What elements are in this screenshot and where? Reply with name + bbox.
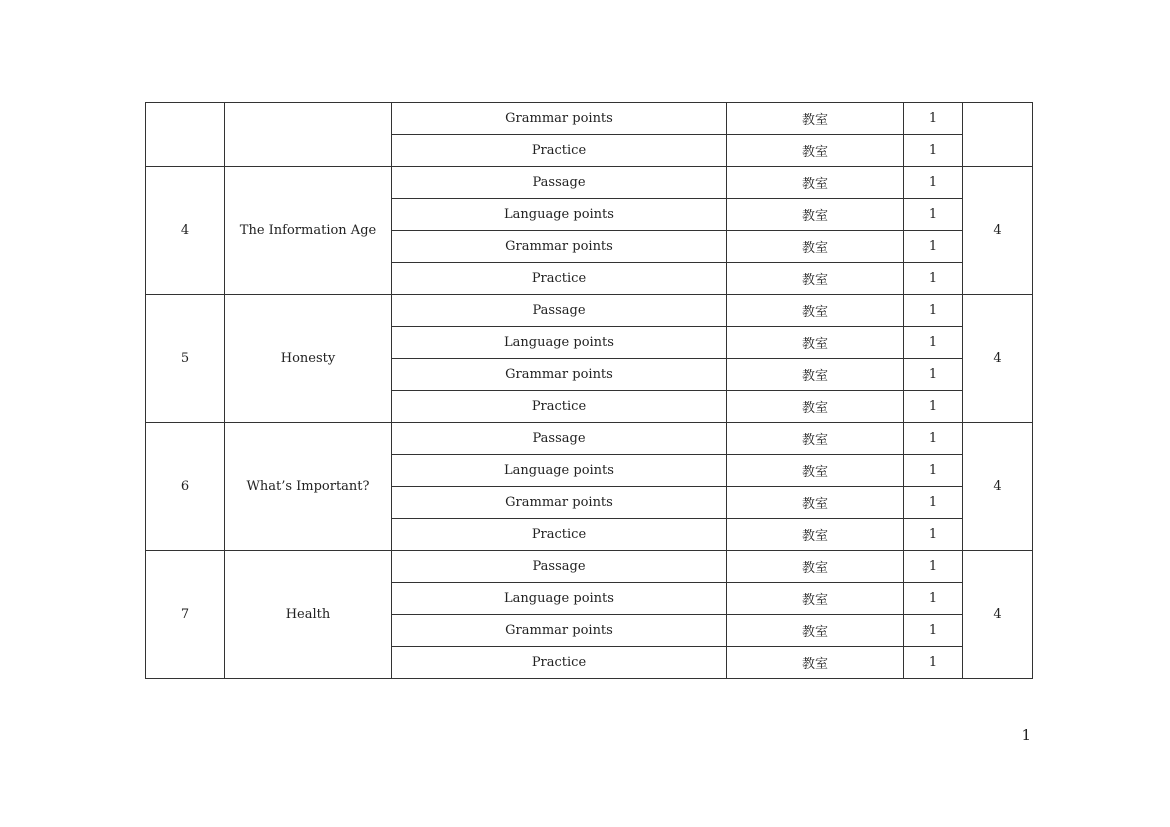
lesson-room: 教室 (727, 359, 904, 391)
lesson-room: 教室 (727, 487, 904, 519)
lesson-topic: Passage (392, 295, 727, 327)
table-row (146, 423, 1033, 455)
lesson-topic: Practice (392, 135, 727, 167)
lesson-topic: Language points (392, 199, 727, 231)
lesson-topic: Practice (392, 391, 727, 423)
unit-total-hours: 4 (963, 167, 1033, 295)
lesson-topic: Language points (392, 327, 727, 359)
table-row (146, 103, 1033, 135)
unit-title: The Information Age (225, 167, 392, 295)
lesson-room: 教室 (727, 135, 904, 167)
lesson-room: 教室 (727, 519, 904, 551)
lesson-room: 教室 (727, 423, 904, 455)
table-row (146, 551, 1033, 583)
lesson-hours: 1 (904, 135, 963, 167)
lesson-topic: Grammar points (392, 615, 727, 647)
unit-title: What’s Important? (225, 423, 392, 551)
lesson-hours: 1 (904, 551, 963, 583)
lesson-hours: 1 (904, 199, 963, 231)
lesson-room: 教室 (727, 167, 904, 199)
lesson-room: 教室 (727, 583, 904, 615)
lesson-room: 教室 (727, 327, 904, 359)
unit-number: 5 (146, 295, 225, 423)
lesson-hours: 1 (904, 263, 963, 295)
lesson-topic: Language points (392, 455, 727, 487)
lesson-topic: Grammar points (392, 359, 727, 391)
lesson-hours: 1 (904, 327, 963, 359)
unit-title: Honesty (225, 295, 392, 423)
unit-title-cell (225, 103, 392, 167)
lesson-hours: 1 (904, 455, 963, 487)
lesson-room: 教室 (727, 295, 904, 327)
lesson-topic: Practice (392, 519, 727, 551)
lesson-topic: Passage (392, 167, 727, 199)
lesson-room: 教室 (727, 455, 904, 487)
lesson-room: 教室 (727, 615, 904, 647)
lesson-hours: 1 (904, 423, 963, 455)
unit-title: Health (225, 551, 392, 679)
lesson-room: 教室 (727, 391, 904, 423)
lesson-room: 教室 (727, 551, 904, 583)
schedule-table (145, 102, 1033, 679)
lesson-topic: Passage (392, 551, 727, 583)
lesson-topic: Grammar points (392, 103, 727, 135)
schedule-body (146, 103, 1033, 679)
lesson-hours: 1 (904, 231, 963, 263)
lesson-room: 教室 (727, 103, 904, 135)
lesson-hours: 1 (904, 295, 963, 327)
lesson-hours: 1 (904, 647, 963, 679)
lesson-topic: Passage (392, 423, 727, 455)
lesson-topic: Grammar points (392, 487, 727, 519)
lesson-hours: 1 (904, 519, 963, 551)
unit-number-cell (146, 103, 225, 167)
lesson-room: 教室 (727, 263, 904, 295)
page-number: 1 (1021, 726, 1031, 744)
unit-total-hours: 4 (963, 423, 1033, 551)
lesson-hours: 1 (904, 615, 963, 647)
unit-number: 4 (146, 167, 225, 295)
lesson-topic: Practice (392, 263, 727, 295)
unit-total-hours: 4 (963, 295, 1033, 423)
lesson-room: 教室 (727, 231, 904, 263)
table-row (146, 167, 1033, 199)
unit-number: 6 (146, 423, 225, 551)
lesson-hours: 1 (904, 359, 963, 391)
lesson-hours: 1 (904, 487, 963, 519)
lesson-topic: Practice (392, 647, 727, 679)
unit-total-cell (963, 103, 1033, 167)
lesson-topic: Grammar points (392, 231, 727, 263)
lesson-hours: 1 (904, 103, 963, 135)
lesson-room: 教室 (727, 199, 904, 231)
unit-total-hours: 4 (963, 551, 1033, 679)
lesson-topic: Language points (392, 583, 727, 615)
lesson-hours: 1 (904, 167, 963, 199)
lesson-room: 教室 (727, 647, 904, 679)
lesson-hours: 1 (904, 391, 963, 423)
lesson-hours: 1 (904, 583, 963, 615)
unit-number: 7 (146, 551, 225, 679)
table-row (146, 295, 1033, 327)
